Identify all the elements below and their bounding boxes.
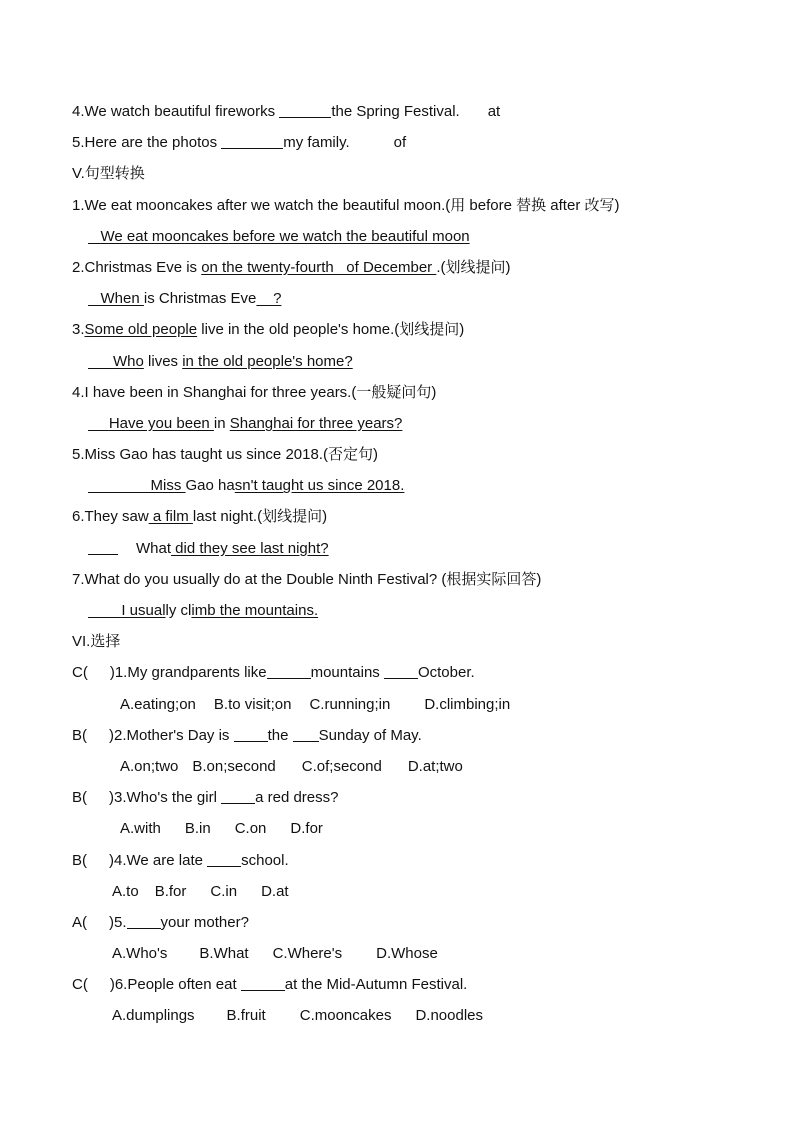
option-a: A.with (120, 820, 161, 838)
q-text: 4.We watch beautiful fireworks (72, 103, 280, 120)
option-b: B.fruit (226, 1007, 266, 1025)
q-text: the (267, 726, 293, 744)
section-heading-vi: VI.选择 (72, 633, 121, 651)
answer-blank (384, 664, 418, 679)
answer-blank (234, 727, 268, 742)
transform-question-6 (72, 501, 732, 532)
answer-text: When (100, 290, 144, 308)
option-a: A.eating;on (120, 695, 196, 713)
mc-options-2 (72, 751, 732, 782)
transform-question-4: 4.I have been in Shanghai for three years.(一般疑问句) (72, 383, 437, 401)
answer-text: We eat mooncakes (100, 227, 229, 245)
mc-question-3: B( )3.Who's the girl a red dress? (72, 789, 339, 807)
underlined-part: on the twenty-fourth of December (201, 258, 437, 276)
q-text: 6.People often eat (114, 976, 241, 994)
q-text: 3.Who's the girl (114, 789, 222, 807)
answer-blank (88, 540, 118, 555)
answer-text: ? (273, 290, 282, 308)
transform-answer-1 (72, 221, 732, 252)
q-text: mountains (310, 664, 384, 682)
option-a: A.on;two (120, 757, 179, 775)
answer-blank (241, 976, 285, 991)
answer-text: What (136, 539, 172, 557)
q-text: last night.(划线提问) (192, 508, 328, 526)
transform-question-3 (72, 314, 732, 345)
answer-blank (127, 914, 161, 929)
answer-text: Who (113, 352, 144, 370)
answer-blank (207, 852, 241, 867)
transform-answer-4 (72, 408, 732, 439)
answer-text: Gao ha (185, 477, 235, 495)
q-text: my family. (283, 134, 350, 152)
option-d: D.at;two (407, 757, 463, 775)
answer-text: Have you been (108, 414, 214, 432)
transform-question-1: 1.We eat mooncakes after we watch the beautiful moon.(用 before 替换 after 改写) (72, 196, 620, 214)
q-text: 5.Here are the photos (72, 134, 222, 152)
q-text: October. (417, 664, 475, 682)
mc-question-6: C( )6.People often eat at the Mid-Autumn Festival. (72, 976, 468, 994)
mc-question-1: C( )1.My grandparents like mountains October. (72, 664, 475, 682)
option-a: A.dumplings (112, 1007, 195, 1025)
mc-options-5 (72, 938, 732, 969)
mc-options-1 (72, 689, 732, 720)
q-text: your mother? (160, 913, 249, 931)
q-text: Sunday of May. (318, 726, 422, 744)
option-b: B.for (154, 882, 187, 900)
option-d: D.climbing;in (424, 695, 511, 713)
worksheet-page (72, 96, 732, 1032)
option-c: C.running;in (309, 695, 391, 713)
q-text: school. (241, 851, 289, 869)
option-a: A.Who's (112, 945, 168, 963)
answer-text: I usual (121, 602, 166, 619)
q-text: 1.My grandparents like (114, 664, 267, 682)
answer-text: is Christmas Eve (143, 290, 257, 308)
fill-question-5 (72, 127, 732, 158)
option-c: C.on (234, 820, 267, 838)
option-d: D.Whose (376, 945, 438, 963)
mc-options-4 (72, 876, 732, 907)
answer-text: in the old people's home? (182, 352, 353, 370)
q-text: .(划线提问) (436, 258, 511, 276)
option-c: C.of;second (301, 757, 382, 775)
answer-text: before we watch the beautiful moon (228, 227, 470, 245)
q-text: 3. (72, 321, 85, 339)
answer-text: imb the mountains. (191, 602, 319, 619)
transform-question-7: 7.What do you usually do at the Double Ninth Festival? (根据实际回答) (72, 570, 542, 588)
mc-answer: C (72, 976, 83, 994)
option-c: C.mooncakes (299, 1007, 392, 1025)
answer-blank (279, 103, 331, 118)
option-b: B.What (199, 945, 249, 963)
mc-answer: C (72, 664, 83, 682)
q-text: the Spring Festival. (331, 103, 460, 120)
transform-answer-3 (72, 346, 732, 377)
q-text: at the Mid-Autumn Festival. (284, 976, 468, 994)
q-text: 2.Mother's Day is (114, 726, 234, 744)
underlined-part: Some old people (84, 321, 198, 339)
option-d: D.for (290, 820, 323, 838)
answer-blank (293, 727, 319, 742)
mc-options-3 (72, 813, 732, 844)
transform-answer-2 (72, 283, 732, 314)
mc-question-5: A( )5. your mother? (72, 913, 249, 931)
mc-question-2: B( )2.Mother's Day is the Sunday of May. (72, 726, 422, 744)
q-text: 2.Christmas Eve is (72, 258, 202, 276)
underlined-part: a film (148, 508, 193, 526)
q-text: 4.We are late (114, 851, 208, 869)
answer-text: Shanghai for three years? (229, 414, 403, 432)
q-text: live in the old people's home.(划线提问) (197, 321, 465, 339)
option-b: B.in (184, 820, 211, 838)
fill-question-4 (72, 96, 732, 127)
answer-text: did they see last night? (171, 539, 329, 557)
q-text: 5. (114, 913, 127, 931)
answer-text: sn't taught us since 2018. (234, 477, 405, 495)
option-d: D.noodles (415, 1007, 483, 1025)
mc-answer: B (72, 851, 83, 869)
option-a: A.to (112, 882, 139, 900)
answer-text: lives (143, 352, 183, 370)
mc-question-4: B( )4.We are late school. (72, 851, 289, 869)
q-text: 6.They saw (72, 508, 149, 526)
mc-options-6 (72, 1000, 732, 1031)
answer-text: ly cl (165, 602, 192, 619)
answer-text: in (213, 414, 230, 432)
transform-question-5: 5.Miss Gao has taught us since 2018.(否定句) (72, 446, 378, 464)
section-heading-v: V.句型转换 (72, 165, 145, 183)
q-answer: of (393, 134, 407, 152)
mc-answer: B (72, 726, 83, 744)
answer-blank (221, 789, 255, 804)
q-text: a red dress? (255, 789, 339, 807)
mc-answer: A (72, 913, 83, 931)
transform-answer-7 (72, 595, 732, 626)
option-b: B.on;second (192, 757, 276, 775)
answer-blank (221, 134, 283, 149)
option-d: D.at (261, 882, 289, 900)
q-answer: at (487, 103, 501, 120)
mc-answer: B (72, 789, 83, 807)
answer-blank (267, 664, 311, 679)
transform-answer-6 (72, 533, 732, 564)
option-b: B.to visit;on (213, 695, 292, 713)
transform-answer-5 (72, 470, 732, 501)
transform-question-2 (72, 252, 732, 283)
answer-text: Miss (150, 477, 186, 495)
option-c: C.Where's (272, 945, 343, 963)
option-c: C.in (210, 882, 238, 900)
